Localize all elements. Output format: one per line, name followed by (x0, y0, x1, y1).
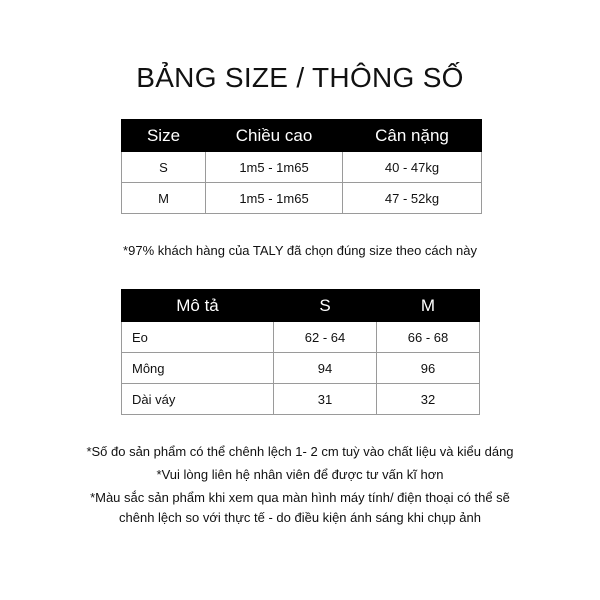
cell-size: S (122, 152, 206, 183)
cell-weight: 40 - 47kg (343, 152, 482, 183)
cell-m: 66 - 68 (377, 322, 480, 353)
note-color-line-2: chênh lệch so với thực tế - do điều kiện ánh sáng khi chụp ảnh (119, 510, 481, 525)
note-contact-staff: *Vui lòng liên hệ nhân viên để được tư vấn kĩ hơn (156, 467, 444, 482)
measurement-table-header (122, 290, 480, 322)
cell-m: 32 (377, 384, 480, 415)
cell-description: Mông (122, 353, 274, 384)
note-color-line-1: *Màu sắc sản phẩm khi xem qua màn hình máy tính/ điện thoại có thể sẽ (90, 490, 510, 505)
cell-size: M (122, 183, 206, 214)
header-m: M (377, 290, 480, 322)
cell-description: Dài váy (122, 384, 274, 415)
measurement-table (121, 289, 480, 415)
cell-weight: 47 - 52kg (343, 183, 482, 214)
cell-s: 94 (274, 353, 377, 384)
cell-s: 31 (274, 384, 377, 415)
cell-s: 62 - 64 (274, 322, 377, 353)
table-row (122, 322, 480, 353)
table-row (122, 384, 480, 415)
note-color-difference (0, 488, 600, 528)
size-table (121, 119, 482, 214)
table-row (122, 152, 482, 183)
size-table-header (122, 120, 482, 152)
header-s: S (274, 290, 377, 322)
customer-note: *97% khách hàng của TALY đã chọn đúng size theo cách này (123, 243, 477, 258)
header-size: Size (122, 120, 206, 152)
header-weight: Cân nặng (343, 120, 482, 152)
table-row (122, 353, 480, 384)
header-description: Mô tả (122, 290, 274, 322)
page-title: BẢNG SIZE / THÔNG SỐ (136, 62, 464, 93)
table-row (122, 183, 482, 214)
cell-description: Eo (122, 322, 274, 353)
header-height: Chiều cao (206, 120, 343, 152)
cell-m: 96 (377, 353, 480, 384)
cell-height: 1m5 - 1m65 (206, 152, 343, 183)
cell-height: 1m5 - 1m65 (206, 183, 343, 214)
note-measurement-variance: *Số đo sản phẩm có thể chênh lệch 1- 2 cm tuỳ vào chất liệu và kiểu dáng (86, 444, 514, 459)
